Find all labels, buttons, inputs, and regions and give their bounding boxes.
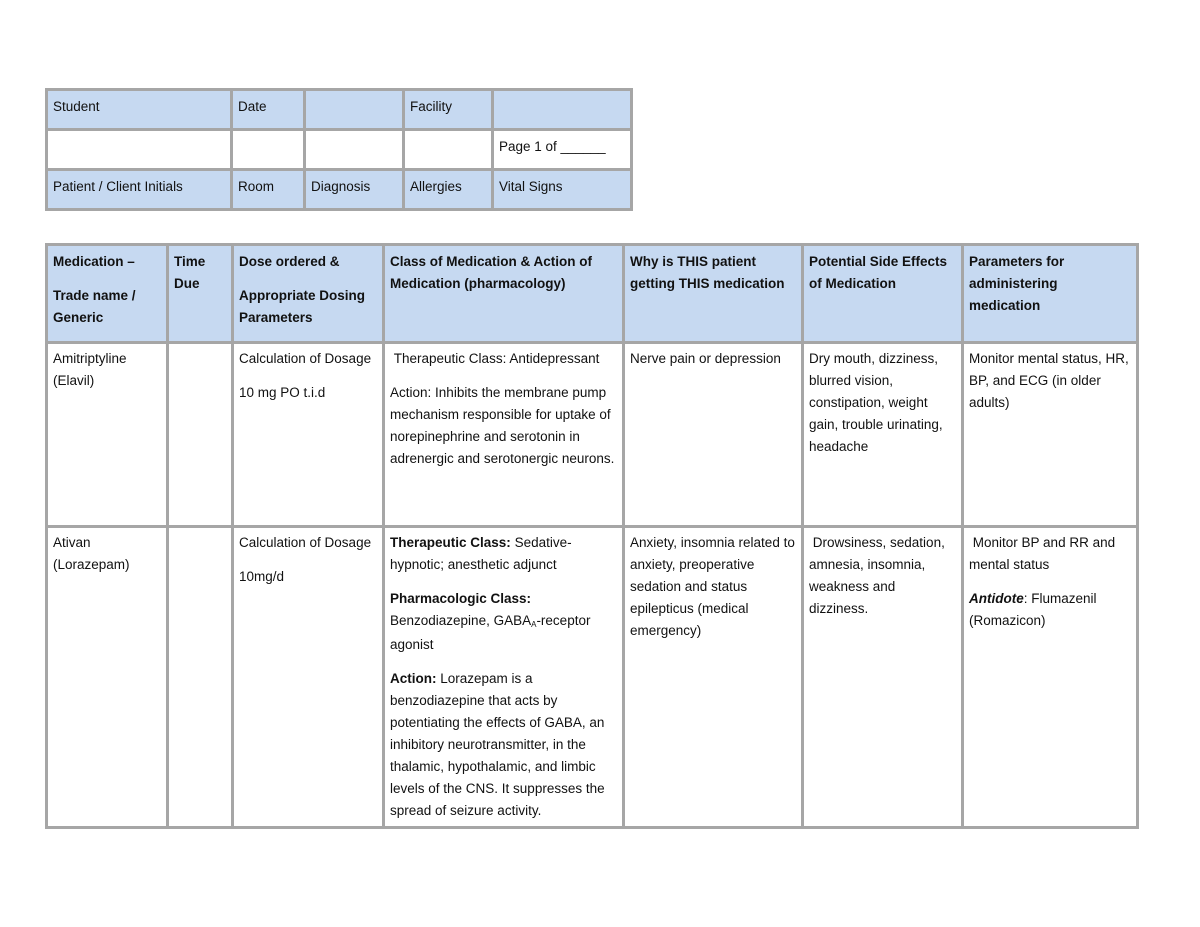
header-row-3 <box>47 170 632 210</box>
side-effects-cell: Drowsiness, sedation, amnesia, insomnia, weakness and dizziness. <box>803 527 963 828</box>
parameters-cell: Monitor mental status, HR, BP, and ECG (in older adults) <box>963 343 1138 527</box>
student-label: Student <box>47 90 232 130</box>
side-effects-cell: Dry mouth, dizziness, blurred vision, constipation, weight gain, trouble urinating, headache <box>803 343 963 527</box>
why-cell: Anxiety, insomnia related to anxiety, preoperative sedation and status epilepticus (medical emergency) <box>624 527 803 828</box>
header-row-2 <box>47 130 632 170</box>
page-number: Page 1 of ______ <box>493 130 632 170</box>
initials-label: Patient / Client Initials <box>47 170 232 210</box>
header-parameters: Parameters for administering medication <box>963 245 1138 343</box>
date-value-cell[interactable] <box>305 90 404 130</box>
allergies-label: Allergies <box>404 170 493 210</box>
vital-signs-label: Vital Signs <box>493 170 632 210</box>
class-action-cell: Therapeutic Class: Sedative-hypnotic; anesthetic adjunct Pharmacologic Class: Benzodiazepine, $GABA_A$-receptor agonist Action: Lorazepam is a benzodiazepine that acts by potentiating the effects of GABA, an inhibitory neurotransmitter, in the thalamic, hypothalamic, and limbic levels of the CNS. It suppresses the spread of seizure activity. <box>384 527 624 828</box>
why-cell: Nerve pain or depression <box>624 343 803 527</box>
medication-table-header <box>47 245 1138 343</box>
facility-value-cell[interactable] <box>493 90 632 130</box>
header-medication: Medication – Trade name / Generic <box>47 245 168 343</box>
date-entry-cell[interactable] <box>232 130 305 170</box>
dose-value: 10mg/d <box>239 569 285 584</box>
parameters-cell: Monitor BP and RR and mental status Antidote: Flumazenil (Romazicon) <box>963 527 1138 828</box>
dose-calc-label: Calculation of Dosage <box>239 535 372 550</box>
student-value-cell[interactable] <box>47 130 232 170</box>
header-why: Why is THIS patient getting THIS medication <box>624 245 803 343</box>
facility-label: Facility <box>404 90 493 130</box>
header-dose: Dose ordered & Appropriate Dosing Parameters <box>233 245 384 343</box>
header-row-1 <box>47 90 632 130</box>
time-due-cell[interactable] <box>168 343 233 527</box>
header-time-due: Time Due <box>168 245 233 343</box>
time-due-cell[interactable] <box>168 527 233 828</box>
room-label: Room <box>232 170 305 210</box>
facility-entry-cell[interactable] <box>404 130 493 170</box>
blank-cell[interactable] <box>305 130 404 170</box>
dose-calc-label: Calculation of Dosage <box>239 351 372 366</box>
medication-row-ativan <box>47 527 1138 828</box>
date-label: Date <box>232 90 305 130</box>
class-action-cell: Therapeutic Class: Antidepressant Action: Inhibits the membrane pump mechanism responsible for uptake of norepinephrine and serotonin in adrenergic and serotonergic neurons. <box>384 343 624 527</box>
medication-name: Ativan (Lorazepam) <box>47 527 168 828</box>
header-side-effects: Potential Side Effects of Medication <box>803 245 963 343</box>
diagnosis-label: Diagnosis <box>305 170 404 210</box>
medication-table <box>45 243 1139 829</box>
dose-cell <box>233 343 384 527</box>
dose-cell <box>233 527 384 828</box>
header-info-table <box>45 88 633 211</box>
medication-name: Amitriptyline (Elavil) <box>47 343 168 527</box>
dose-value: 10 mg PO t.i.d <box>239 385 326 400</box>
medication-row-amitriptyline <box>47 343 1138 527</box>
header-class-action: Class of Medication & Action of Medication (pharmacology) <box>384 245 624 343</box>
